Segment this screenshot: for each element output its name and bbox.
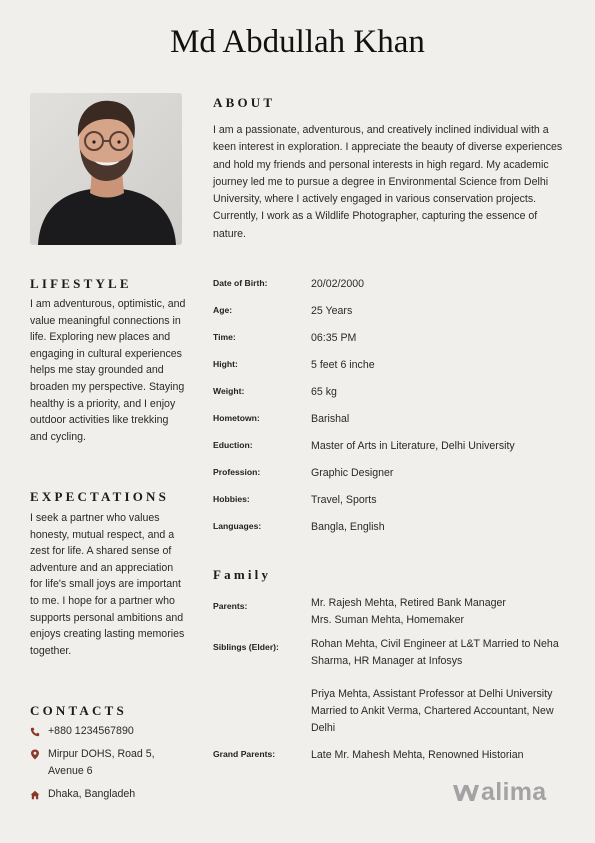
detail-row (213, 519, 573, 536)
detail-value: 65 kg (311, 386, 337, 398)
walima-logo-text: alima (481, 778, 547, 806)
walima-w-mark-icon (452, 781, 480, 805)
detail-label: Age: (213, 305, 233, 315)
family-parents-value (311, 595, 569, 629)
expectations-text: I seek a partner who values honesty, mutual respect, and a zest for life. A shared sense of adventure and an appreciation for life's small joys are important to me. I hope for a partner who supports personal ambitions and enjoys creating lasting memories together. (30, 512, 185, 657)
detail-label: Date of Birth: (213, 278, 268, 288)
expectations-heading: EXPECTATIONS (30, 489, 170, 504)
detail-value: Travel, Sports (311, 494, 377, 506)
contacts-heading: CONTACTS (30, 703, 127, 718)
phone-icon (30, 723, 48, 743)
detail-value: 5 feet 6 inche (311, 359, 375, 371)
family-parent-mother: Mrs. Suman Mehta, Homemaker (311, 614, 465, 626)
family-sibling-2: Priya Mehta, Assistant Professor at Delhi University Married to Ankit Verma, Chartered Accountant, New Delhi (311, 688, 554, 734)
home-icon (30, 786, 48, 806)
detail-label: Languages: (213, 521, 262, 531)
about-heading: ABOUT (213, 95, 276, 110)
detail-row (213, 384, 573, 401)
family-grandparents-row (213, 747, 573, 764)
detail-value: 06:35 PM (311, 332, 357, 344)
family-siblings-label: Siblings (Elder): (213, 642, 279, 652)
lifestyle-text: I am adventurous, optimistic, and value meaningful connections in life. Exploring new places and engaging in cultural experiences helps me stay grounded and broaden my perspective. Staying healthy is a priority, and I enjoy outdoor activities like trekking and cycling. (30, 298, 186, 443)
contact-city-text: Dhaka, Bangladeh (48, 788, 136, 800)
detail-row (213, 492, 573, 509)
profile-photo (30, 93, 182, 245)
detail-value: Master of Arts in Literature, Delhi University (311, 440, 515, 452)
family-grandparents-value: Late Mr. Mahesh Mehta, Renowned Historian (311, 749, 524, 761)
detail-row (213, 411, 573, 428)
profile-photo-image (30, 93, 182, 245)
detail-value: Graphic Designer (311, 467, 394, 479)
contact-phone-text: +880 1234567890 (48, 725, 134, 737)
detail-row (213, 438, 573, 455)
detail-label: Hight: (213, 359, 238, 369)
lifestyle-heading: LIFESTYLE (30, 276, 132, 291)
contact-city (30, 786, 173, 806)
about-text: I am a passionate, adventurous, and creatively inclined individual with a keen interest in exploration. I appreciate the beauty of diverse experiences and hold my friends and personal interests in high regard. My academic journey led me to pursue a degree in Environmental Science from Delhi University, where I actively engaged in various conservation projects. Currently, I work as a Wildlife Photographer, capturing the essence of nature. (213, 124, 563, 240)
contact-phone (30, 723, 173, 743)
contact-address (30, 746, 173, 779)
detail-value: Barishal (311, 413, 350, 425)
detail-value: Bangla, English (311, 521, 385, 533)
family-parents-row (213, 595, 573, 629)
walima-logo (452, 778, 546, 807)
detail-row (213, 303, 573, 320)
detail-label: Hometown: (213, 413, 260, 423)
detail-label: Profession: (213, 467, 261, 477)
detail-label: Weight: (213, 386, 245, 396)
detail-value: 25 Years (311, 305, 353, 317)
detail-row (213, 276, 573, 293)
family-sibling-1: Rohan Mehta, Civil Engineer at L&T Married to Neha Sharma, HR Manager at Infosys (311, 638, 559, 667)
contact-address-text: Mirpur DOHS, Road 5, Avenue 6 (48, 748, 155, 777)
family-parents-label: Parents: (213, 601, 248, 611)
detail-label: Time: (213, 332, 236, 342)
detail-value: 20/02/2000 (311, 278, 365, 290)
detail-row (213, 465, 573, 482)
location-pin-icon (30, 746, 48, 779)
family-parent-father: Mr. Rajesh Mehta, Retired Bank Manager (311, 597, 506, 609)
detail-row (213, 357, 573, 374)
detail-label: Hobbies: (213, 494, 250, 504)
family-grandparents-label: Grand Parents: (213, 749, 276, 759)
detail-label: Eduction: (213, 440, 253, 450)
family-siblings-value (311, 636, 569, 737)
profile-name: Md Abdullah Khan (170, 24, 425, 60)
detail-row (213, 330, 573, 347)
family-heading: Family (213, 567, 272, 582)
family-siblings-row (213, 636, 573, 737)
